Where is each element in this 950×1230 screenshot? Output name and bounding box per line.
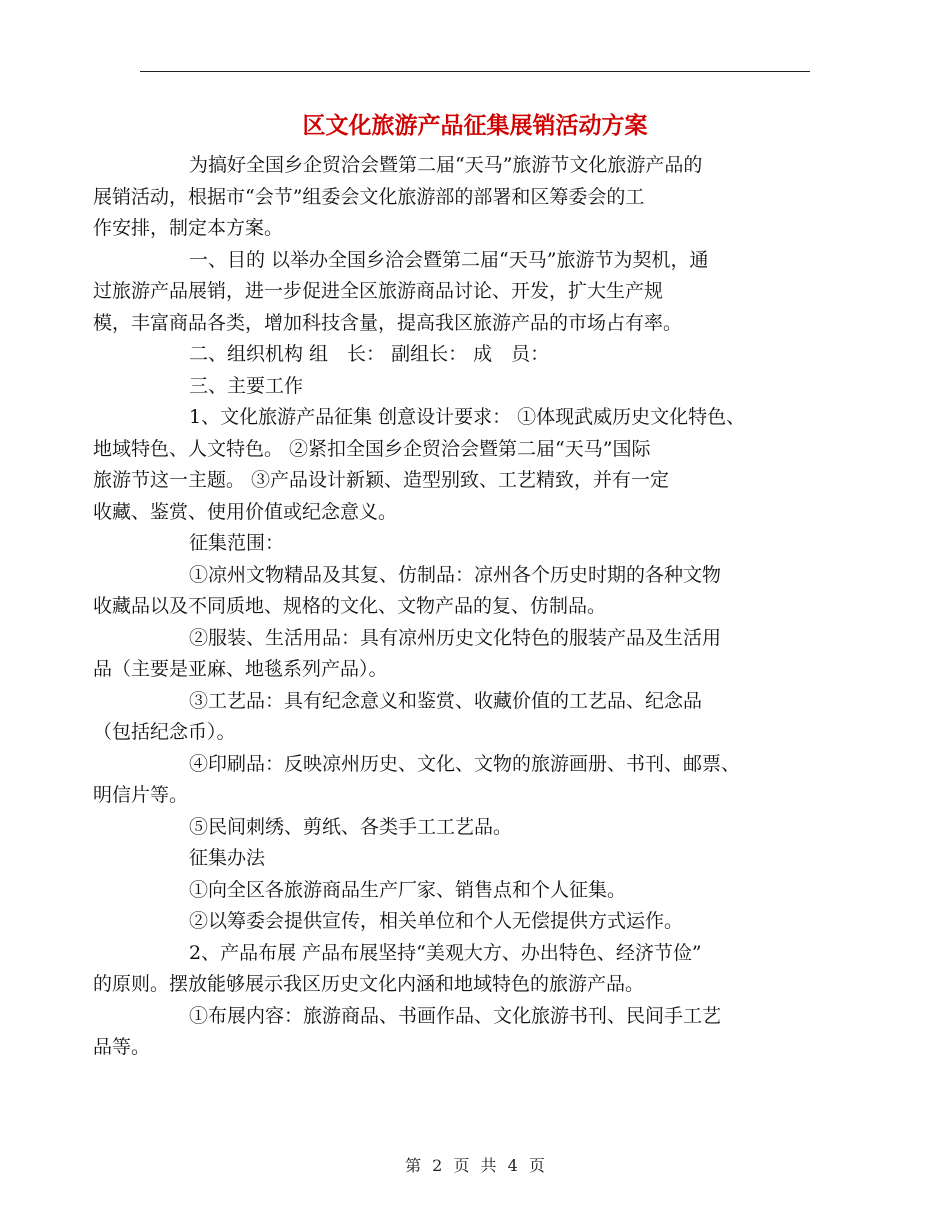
document-body xyxy=(93,150,813,1064)
text-line: ⑤民间刺绣、剪纸、各类手工工艺品。 xyxy=(189,815,513,838)
paragraph-4 xyxy=(141,371,813,403)
text-line: 明信片等。 xyxy=(93,784,189,806)
text-line: 品等。 xyxy=(93,1036,151,1058)
text-line: 模，丰富商品各类，增加科技含量，提高我区旅游产品的市场占有率。 xyxy=(93,311,683,334)
paragraph-14 xyxy=(141,906,813,938)
paragraph-13 xyxy=(141,875,813,907)
paragraph-2 xyxy=(93,245,813,340)
text-line: 的原则。摆放能够展示我区历史文化内涵和地域特色的旅游产品。 xyxy=(93,973,645,995)
text-line: 2、产品布展 产品布展坚持“美观大方、办出特色、经济节俭” xyxy=(189,941,702,964)
text-line: 征集范围： xyxy=(189,532,285,554)
paragraph-12 xyxy=(141,843,813,875)
text-line: 作安排，制定本方案。 xyxy=(93,217,284,239)
text-line: ②以筹委会提供宣传，相关单位和个人无偿提供方式运作。 xyxy=(189,910,684,932)
page-number: 第 2 页 共 4 页 xyxy=(405,1156,545,1175)
paragraph-8 xyxy=(93,623,813,686)
paragraph-6 xyxy=(141,528,813,560)
text-line: 征集办法 xyxy=(189,847,266,869)
text-line: ④印刷品：反映凉州历史、文化、文物的旅游画册、书刊、邮票、 xyxy=(189,752,741,775)
paragraph-15 xyxy=(93,938,813,1001)
text-line: 收藏品以及不同质地、规格的文化、文物产品的复、仿制品。 xyxy=(93,595,607,617)
paragraph-5 xyxy=(93,402,813,528)
text-line: 1、文化旅游产品征集 创意设计要求： ①体现武威历史文化特色、 xyxy=(189,406,746,428)
text-line: 一、目的 以举办全国乡洽会暨第二届“天马”旅游节为契机，通 xyxy=(189,248,709,271)
document-title: 区文化旅游产品征集展销活动方案 xyxy=(302,113,648,139)
text-line: 过旅游产品展销，进一步促进全区旅游商品讨论、开发，扩大生产规 xyxy=(93,280,664,302)
text-line: ①向全区各旅游商品生产厂家、销售点和个人征集。 xyxy=(189,878,627,901)
paragraph-3 xyxy=(141,339,813,371)
text-line: （包括纪念币）。 xyxy=(93,721,236,743)
text-line: 展销活动，根据市“会节”组委会文化旅游部的部署和区筹委会的工 xyxy=(93,185,645,208)
text-line: 收藏、鉴赏、使用价值或纪念意义。 xyxy=(93,500,398,523)
text-line: ①布展内容：旅游商品、书画作品、文化旅游书刊、民间手工艺 xyxy=(189,1004,722,1027)
text-line: ③工艺品：具有纪念意义和鉴赏、收藏价值的工艺品、纪念品 xyxy=(189,689,703,712)
text-line: ②服装、生活用品：具有凉州历史文化特色的服装产品及生活用 xyxy=(189,626,722,649)
text-line: 为搞好全国乡企贸洽会暨第二届“天马”旅游节文化旅游产品的 xyxy=(189,154,703,176)
paragraph-16 xyxy=(93,1001,813,1064)
paragraph-10 xyxy=(93,749,813,812)
paragraph-1 xyxy=(93,150,813,245)
paragraph-7 xyxy=(93,560,813,623)
paragraph-9 xyxy=(93,686,813,749)
text-line: ①凉州文物精品及其复、仿制品：凉州各个历史时期的各种文物 xyxy=(189,563,722,586)
text-line: 二、组织机构 组 长： 副组长： 成 员： xyxy=(189,343,550,365)
header-rule xyxy=(140,71,810,72)
paragraph-11 xyxy=(141,812,813,844)
text-line: 旅游节这一主题。 ③产品设计新颖、造型别致、工艺精致，并有一定 xyxy=(93,469,670,491)
text-line: 三、主要工作 xyxy=(189,374,304,397)
text-line: 地域特色、人文特色。 ②紧扣全国乡企贸洽会暨第二届“天马”国际 xyxy=(93,437,651,460)
text-line: 品（主要是亚麻、地毯系列产品）。 xyxy=(93,658,388,680)
